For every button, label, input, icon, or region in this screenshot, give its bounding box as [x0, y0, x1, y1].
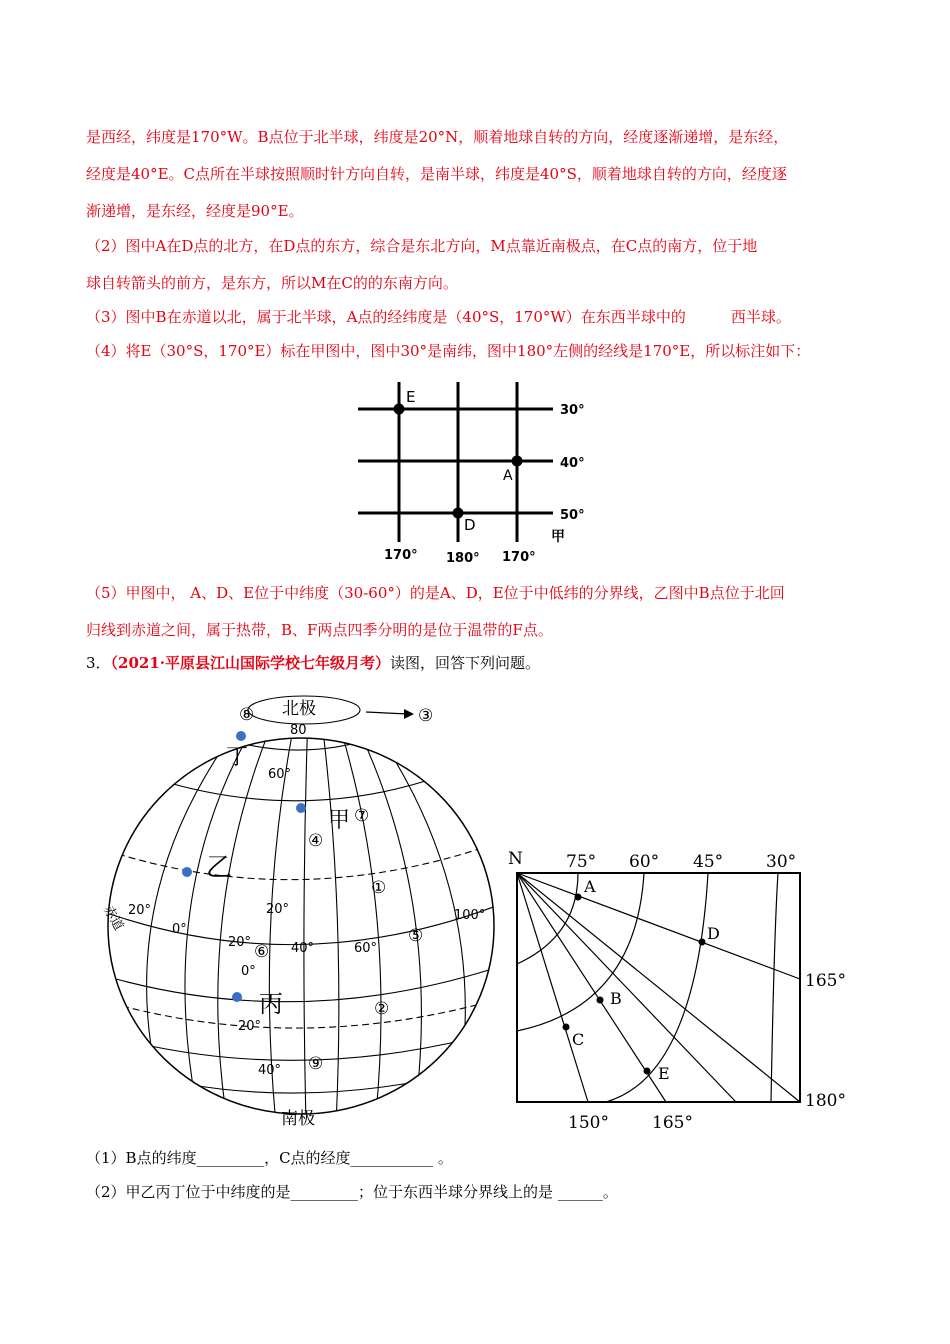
text-line: 渐递增，是东经，经度是90°E。 [86, 202, 304, 220]
question-prompt: 读图，回答下列问题。 [390, 654, 541, 672]
lat-label-40: 40° [560, 456, 585, 471]
longitude-line [336, 714, 381, 1114]
answer-paragraph-5 [86, 575, 866, 649]
top-label-30: 30° [766, 852, 797, 872]
place-bing-marker [232, 992, 242, 1002]
meridian-line [517, 873, 588, 1102]
lat-label-20-lower: 20° [228, 935, 252, 950]
lat-label-20n: 20° [266, 902, 290, 917]
marker-4: ④ [308, 831, 324, 851]
equator-label: 赤道 [100, 903, 127, 934]
answer-paragraph-3 [86, 299, 866, 336]
arrow-head-icon [404, 709, 414, 719]
text-line: （4）将E（30°S，170°E）标在甲图中，图中30°是南纬，图中180°左侧的经线是170°E，所以标注如下： [86, 342, 811, 360]
question-number: 3． [86, 654, 111, 672]
lon-label-20w: 20° [128, 903, 152, 918]
question-3-header [86, 648, 540, 678]
text-line: 是西经，纬度是170°W。B点位于北半球，纬度是20°N，顺着地球自转的方向，经度逐渐递增，是东经， [86, 128, 789, 146]
marker-8: ⑧ [239, 705, 255, 725]
point-e-label: E [406, 388, 416, 406]
globe-outline [108, 738, 494, 1114]
meridian-line [517, 873, 800, 979]
north-pole-label: 北极 [282, 699, 316, 719]
answer-paragraph-4 [86, 333, 866, 370]
figure-caption: 甲 [551, 529, 565, 545]
place-yi: 乙 [206, 853, 233, 883]
top-label-75: 75° [566, 852, 597, 872]
lat-label-0: 0° [241, 964, 256, 979]
point-a-label: A [503, 468, 513, 484]
point-d-label: D [464, 516, 476, 534]
rotation-arrow [366, 712, 408, 714]
place-ding-marker [236, 731, 246, 741]
lat-label-50: 50° [560, 508, 585, 523]
point-c-marker [563, 1024, 570, 1031]
marker-7: ⑦ [354, 806, 370, 826]
text-line: 归线到赤道之间，属于热带，B、F两点四季分明的是位于温带的F点。 [86, 621, 553, 639]
point-a-label: A [584, 877, 596, 896]
right-label-180: 180° [805, 1091, 846, 1111]
point-b-label: B [610, 989, 622, 1008]
text-line: （3）图中B在赤道以北，属于北半球，A点的经纬度是（40°S，170°W）在东西半球中的 西半球。 [86, 308, 791, 326]
latitude-line [118, 846, 488, 880]
point-e-label: E [658, 1064, 670, 1083]
place-bing: 丙 [259, 990, 283, 1018]
lat-label-60: 60° [268, 767, 292, 782]
latitude-line [122, 1002, 488, 1028]
point-d-marker [699, 939, 706, 946]
globe-figure [96, 684, 516, 1134]
point-c-label: C [572, 1030, 585, 1049]
marker-9: ⑨ [308, 1054, 324, 1074]
question-source: （2021·平原县江山国际学校七年级月考） [110, 654, 391, 672]
text-line: （2）图中A在D点的北方，在D点的东方，综合是东北方向，M点靠近南极点，在C点的南方，位于地 [86, 237, 758, 255]
meridian-line [517, 873, 736, 1102]
bottom-label-165: 165° [652, 1113, 693, 1133]
marker-1: ① [371, 878, 387, 898]
lon-label-100: 100° [454, 908, 486, 923]
polar-figure [506, 846, 852, 1136]
longitude-line [351, 714, 424, 1104]
lat-label-20s: 20° [238, 1019, 262, 1034]
answer-paragraph-2 [86, 228, 866, 302]
lat-label-40s: 40° [258, 1063, 282, 1078]
latitude-arc [771, 873, 778, 1102]
point-a-marker [512, 456, 523, 467]
text-line: 经度是40°E。C点所在半球按照顺时针方向自转，是南半球，纬度是40°S，顺着地球自转的方向，经度逐 [86, 165, 787, 183]
place-jia-marker [296, 803, 306, 813]
place-yi-marker [182, 867, 192, 877]
question-3-2: （2）甲乙丙丁位于中纬度的是_________；位于东西半球分界线上的是 ______。 [86, 1183, 618, 1201]
marker-2: ② [374, 999, 390, 1019]
point-b-marker [597, 997, 604, 1004]
answer-paragraph-1 [86, 119, 866, 230]
lon-label-180: 180° [446, 551, 480, 566]
pole-label: N [508, 849, 523, 869]
grid-figure [350, 380, 600, 570]
point-d-label: D [707, 924, 720, 943]
bottom-label-150: 150° [568, 1113, 609, 1133]
lon-label-170w: 170° [384, 548, 418, 563]
lon-label-0: 0° [172, 922, 187, 937]
place-jia: 甲 [328, 808, 351, 833]
lon-label-40: 40° [291, 941, 315, 956]
point-e-marker [644, 1068, 651, 1075]
top-label-45: 45° [693, 852, 724, 872]
question-3-1: （1）B点的纬度_________，C点的经度___________ 。 [86, 1149, 453, 1167]
latitude-arc [606, 873, 708, 1102]
lon-label-60: 60° [354, 941, 378, 956]
lon-label-170e: 170° [502, 550, 536, 565]
marker-5: ⑤ [408, 926, 424, 946]
top-label-60: 60° [629, 852, 660, 872]
point-a-marker [575, 894, 582, 901]
point-d-marker [453, 508, 464, 519]
south-pole-label: 南极 [281, 1109, 315, 1129]
latitude-line [110, 906, 496, 945]
point-e-marker [394, 404, 405, 415]
text-line: （5）甲图中， A、D、E位于中纬度（30-60°）的是A、D，E位于中低纬的分界线，乙图中B点位于北回 [86, 584, 785, 602]
lat-label-80: 80 [290, 723, 307, 738]
meridian-line [517, 873, 666, 1102]
text-line: 球自转箭头的前方，是东方，所以M在C的的东南方向。 [86, 274, 458, 292]
lat-label-30: 30° [560, 403, 585, 418]
marker-3: ③ [418, 706, 434, 726]
marker-6: ⑥ [254, 942, 270, 962]
right-label-165: 165° [805, 971, 846, 991]
place-ding: 丁 [226, 745, 249, 770]
longitude-line [321, 714, 339, 1124]
